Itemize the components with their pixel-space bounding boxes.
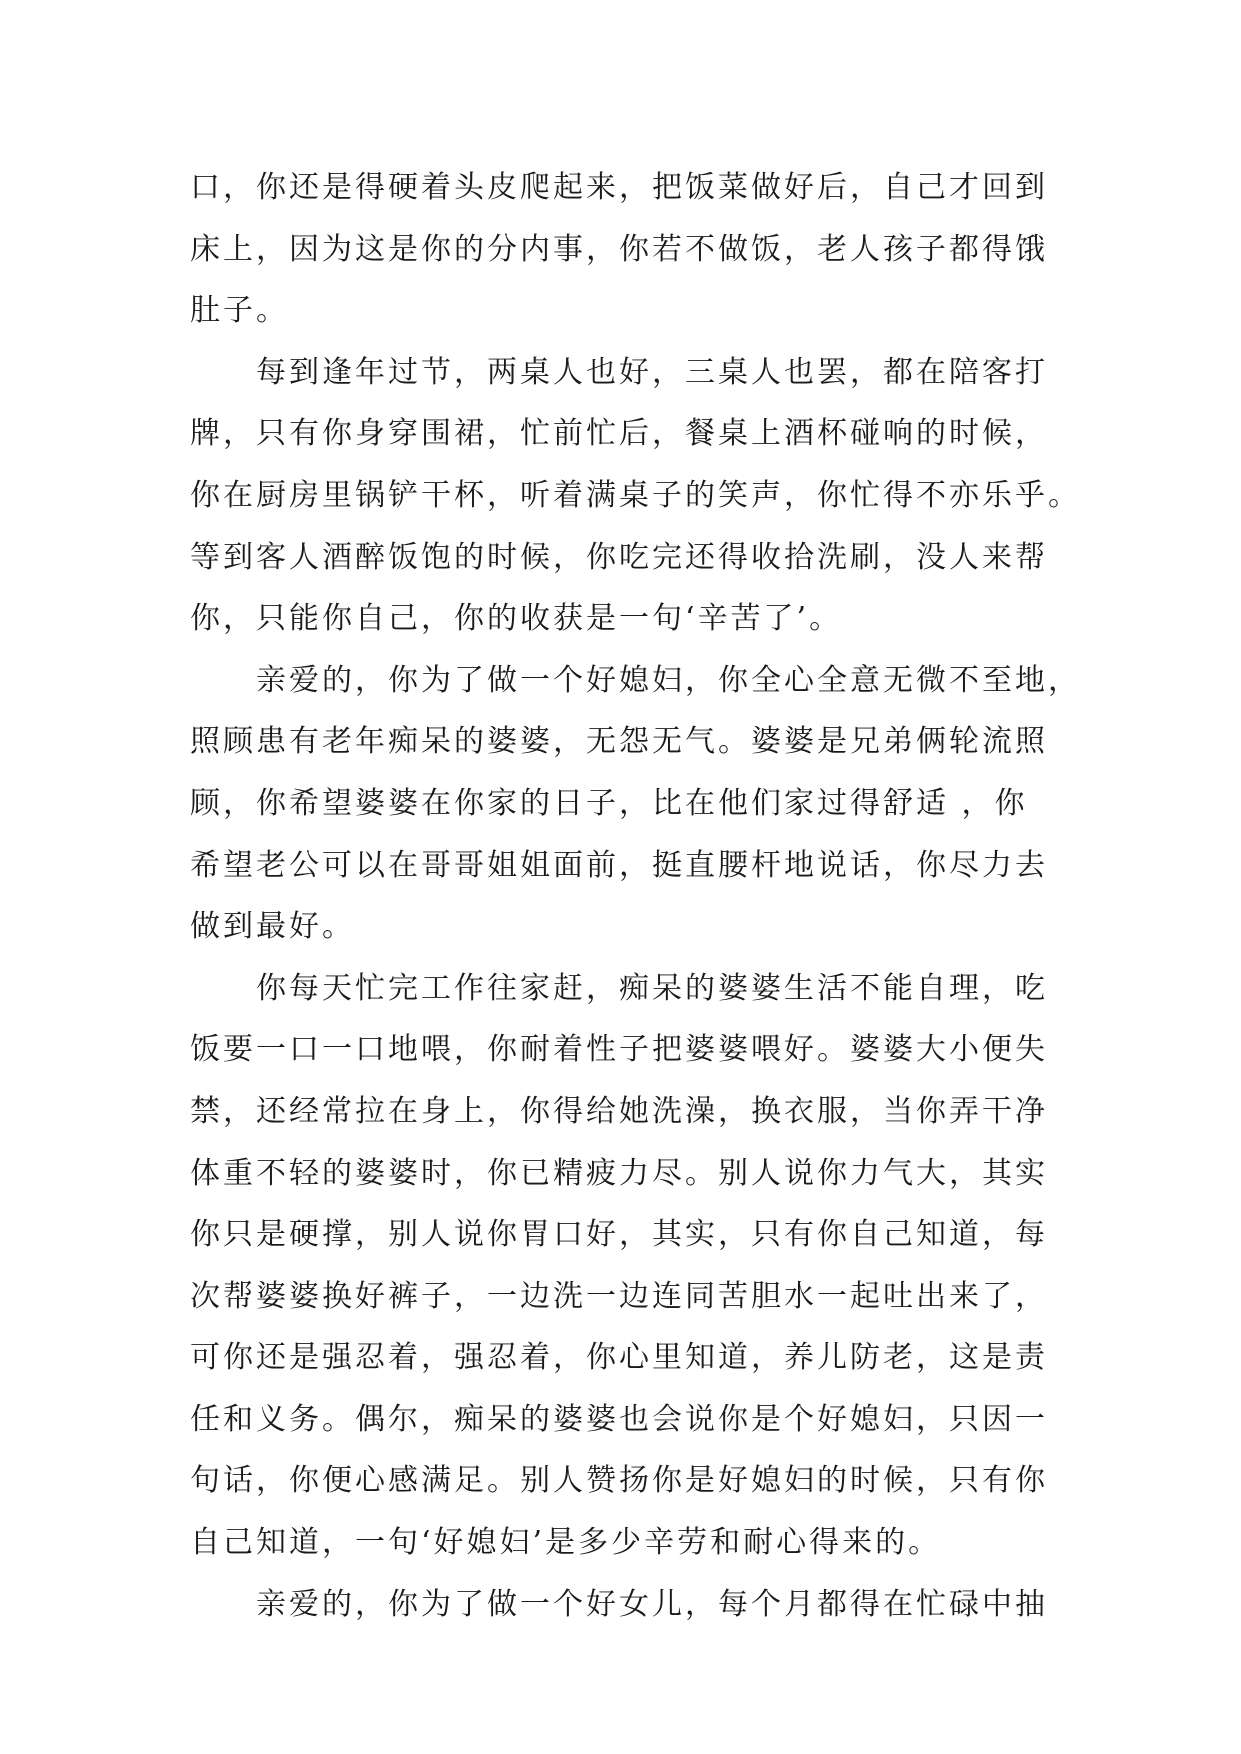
text-line: 亲爱的，你为了做一个好女儿，每个月都得在忙碌中抽 <box>256 1586 1048 1622</box>
text-line: 牌，只有你身穿围裙，忙前忙后，餐桌上酒杯碰响的时候， <box>190 416 1048 452</box>
text-line: 口，你还是得硬着头皮爬起来，把饭菜做好后，自己才回到 <box>190 170 1048 205</box>
text-line: 任和义务。偶尔，痴呆的婆婆也会说你是个好媳妇，只因一 <box>190 1401 1048 1437</box>
text-line: 你在厨房里锅铲干杯，听着满桌子的笑声，你忙得不亦乐乎。 <box>190 477 1081 513</box>
text-line: 句话，你便心感满足。别人赞扬你是好媳妇的时候，只有你 <box>190 1463 1048 1499</box>
text-line: 体重不轻的婆婆时，你已精疲力尽。别人说你力气大，其实 <box>190 1155 1048 1191</box>
text-line: 每到逢年过节，两桌人也好，三桌人也罢，都在陪客打 <box>256 354 1048 390</box>
text-line: 禁，还经常拉在身上，你得给她洗澡，换衣服，当你弄干净 <box>190 1093 1048 1129</box>
text-line: 你只是硬撑，别人说你胃口好，其实，只有你自己知道，每 <box>190 1217 1048 1253</box>
text-line: 顾，你希望婆婆在你家的日子，比在他们家过得舒适 ，你 <box>190 785 1028 821</box>
text-line: 希望老公可以在哥哥姐姐面前，挺直腰杆地说话，你尽力去 <box>190 847 1048 883</box>
text-line: 次帮婆婆换好裤子，一边洗一边连同苦胆水一起吐出来了， <box>190 1278 1048 1314</box>
body-text <box>190 157 1081 1635</box>
text-line: 做到最好。 <box>190 909 355 945</box>
text-line: 床上，因为这是你的分内事，你若不做饭，老人孩子都得饿 <box>190 231 1048 267</box>
text-line: 等到客人酒醉饭饱的时候，你吃完还得收拾洗刷，没人来帮 <box>190 539 1048 575</box>
text-line: 亲爱的，你为了做一个好媳妇，你全心全意无微不至地， <box>256 662 1081 698</box>
text-line: 自己知道，一句‘好媳妇’是多少辛劳和耐心得来的。 <box>190 1525 942 1561</box>
text-line: 肚子。 <box>190 293 289 329</box>
text-line: 你每天忙完工作往家赶，痴呆的婆婆生活不能自理，吃 <box>256 970 1048 1006</box>
text-line: 可你还是强忍着，强忍着，你心里知道，养儿防老，这是责 <box>190 1340 1048 1376</box>
text-line: 饭要一口一口地喂，你耐着性子把婆婆喂好。婆婆大小便失 <box>190 1032 1048 1068</box>
text-line: 照顾患有老年痴呆的婆婆，无怨无气。婆婆是兄弟俩轮流照 <box>190 724 1048 760</box>
text-line: 你，只能你自己，你的收获是一句‘辛苦了’。 <box>190 601 843 637</box>
